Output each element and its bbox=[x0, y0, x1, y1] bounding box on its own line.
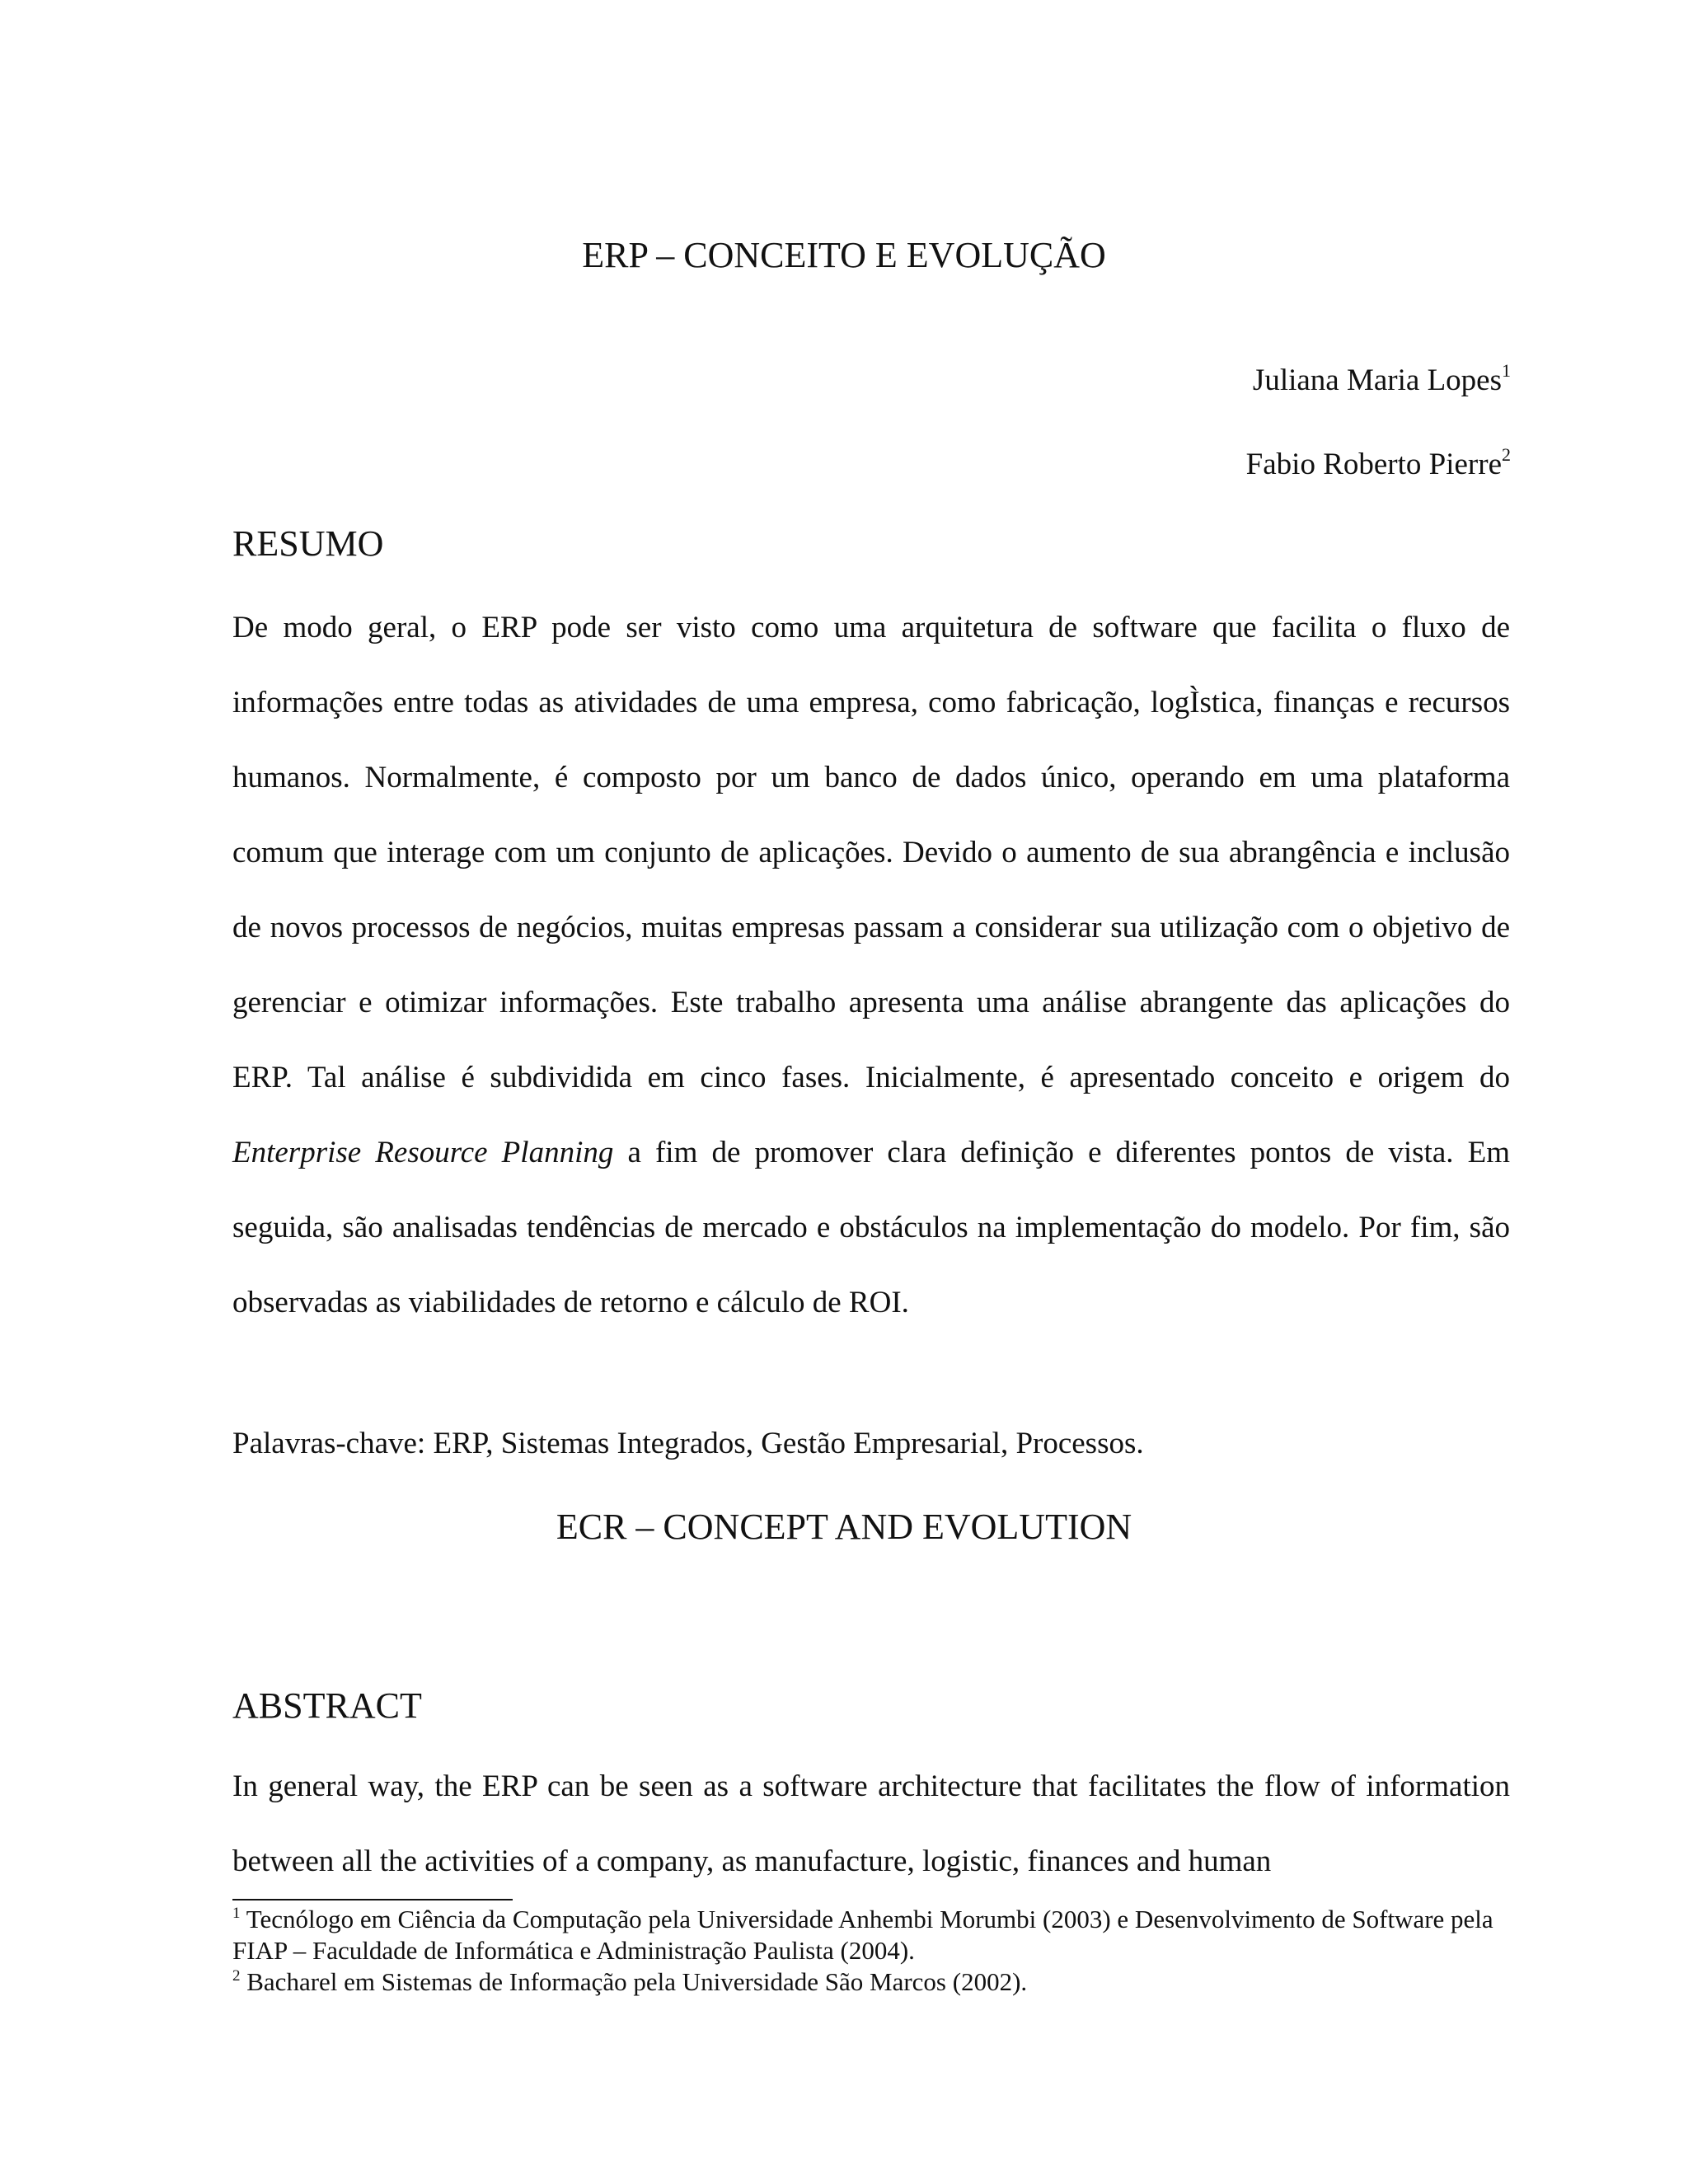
author-2 bbox=[1246, 445, 1511, 485]
resumo-text-part-2: a fim de promover clara definição e diferentes pontos de vista. Em seguida, são analisadas tendências de mercado e obstáculos na implementação do modelo. Por fim, são observadas as viabilidades de retorno e cálculo de ROI. bbox=[232, 1136, 1511, 1319]
author-2-name: Fabio Roberto Pierre bbox=[1245, 448, 1502, 481]
abstract-paragraph: In general way, the ERP can be seen as a software architecture that facilitates the flow of information between all the activities of a company, as manufacture, logistic, finances and human bbox=[232, 1769, 1510, 1878]
resumo-italic-term: Enterprise Resource Planning bbox=[232, 1136, 614, 1169]
footnotes bbox=[232, 1904, 1518, 1998]
author-1-name: Juliana Maria Lopes bbox=[1252, 363, 1502, 397]
keywords: Palavras-chave: ERP, Sistemas Integrados, Gestão Empresarial, Processos. bbox=[232, 1427, 1144, 1460]
paper-title: ERP – CONCEITO E EVOLUÇÃO bbox=[582, 235, 1106, 275]
author-1-footnote-mark: 1 bbox=[1502, 360, 1511, 381]
footnote-divider bbox=[232, 1899, 513, 1900]
footnote-2-text: Bacharel em Sistemas de Informação pela Universidade São Marcos (2002). bbox=[246, 1967, 1028, 1996]
footnote-1 bbox=[232, 1904, 1518, 1966]
author-2-footnote-mark: 2 bbox=[1502, 444, 1511, 465]
resumo-heading: RESUMO bbox=[232, 523, 384, 564]
footnote-2-mark: 2 bbox=[232, 1967, 241, 1985]
footnote-2 bbox=[232, 1966, 1518, 1998]
resumo-paragraph bbox=[232, 590, 1510, 1340]
author-1 bbox=[1253, 361, 1511, 401]
abstract-heading: ABSTRACT bbox=[232, 1685, 422, 1726]
english-title: ECR – CONCEPT AND EVOLUTION bbox=[556, 1507, 1132, 1547]
resumo-text-part-1: De modo geral, o ERP pode ser visto como uma arquitetura de software que facilita o fluxo de informações entre todas as atividades de uma empresa, como fabricação, logÌstica, finanças e recursos humanos. Normalmente, é composto por um banco de dados único, operando em uma plataforma comum que interage com um conjunto de aplicações. Devido o aumento de sua abrangência e inclusão de novos processos de negócios, muitas empresas passam a considerar sua utilização com o objetivo de gerenciar e otimizar informações. Este trabalho apresenta uma análise abrangente das aplicações do ERP. Tal análise é subdividida em cinco fases. Inicialmente, é apresentado conceito e origem do bbox=[232, 611, 1510, 1094]
footnote-1-text: Tecnólogo em Ciência da Computação pela Universidade Anhembi Morumbi (2003) e Desenvolvimento de Software pela FIAP – Faculdade de Informática e Administração Paulista (2004). bbox=[232, 1905, 1493, 1965]
footnote-1-mark: 1 bbox=[232, 1905, 241, 1922]
